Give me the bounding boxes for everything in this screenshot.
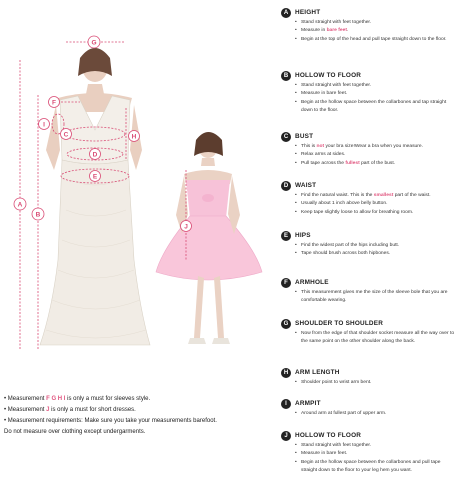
section-badge: J — [281, 431, 291, 441]
section-title: ARMHOLE — [295, 279, 329, 286]
section-bullets — [295, 330, 455, 347]
bullet: • Usually about 1 inch above belly button. — [295, 200, 455, 208]
bullet: • Begin at the top of the head and pull tape straight down to the floor. — [295, 36, 455, 44]
bullet: • Around arm at fullest part of upper arm. — [295, 410, 455, 418]
bullet: • Now from the edge of that shoulder socket measure all the way over to the same point on the other shoulder along the back. — [295, 330, 455, 347]
section-title: HEIGHT — [295, 9, 321, 16]
bullet: • Measure in bare feet. — [295, 27, 455, 35]
section-title: SHOULDER TO SHOULDER — [295, 320, 384, 327]
short-dress-figure — [156, 132, 262, 344]
guide-label-i: I — [43, 121, 45, 129]
section-badge: A — [281, 8, 291, 18]
bullet: • Stand straight with feet together. — [295, 82, 455, 90]
section-bullets — [295, 289, 455, 306]
section-badge: I — [281, 399, 291, 409]
bullet: • This is not your bra size!Wear a bra when you measure. — [295, 143, 455, 151]
bullet: • Begin at the hollow space between the collarbones and pull tape straight down to the floor to your leg hem you want. — [295, 459, 455, 476]
bullet: • Relax arms at sides. — [295, 151, 455, 159]
guide-label-a: A — [17, 201, 23, 209]
section-bullets — [295, 442, 455, 476]
bullet: • Tape should brush across both hipbones. — [295, 250, 455, 258]
section-bullets — [295, 410, 455, 418]
note-undergarments: Do not measure over clothing except undergarments. — [4, 429, 146, 435]
section-badge: F — [281, 278, 291, 288]
section-bullets — [295, 379, 455, 387]
section-title: ARMPIT — [295, 400, 321, 407]
guide-label-h: H — [131, 133, 137, 141]
bullet: • Pull tape across the fullest part of the bust. — [295, 160, 455, 168]
section-title: HOLLOW TO FLOOR — [295, 432, 362, 439]
bullet: • This measurement gives me the size of the sleeve bole that you are comfortable wearing. — [295, 289, 455, 306]
section-title: HOLLOW TO FLOOR — [295, 72, 362, 79]
note-requirements: • Measurement requirements: Make sure you take your measurements barefoot. — [4, 418, 217, 424]
bullet: • Stand straight with feet together. — [295, 19, 455, 27]
section-badge: C — [281, 132, 291, 142]
bullet: • Measure in bare feet. — [295, 450, 455, 458]
section-badge: E — [281, 231, 291, 241]
bride-figure — [40, 48, 150, 345]
bullet: • Find the natural waist. This is the smallest part of the waist. — [295, 192, 455, 200]
section-bullets — [295, 143, 455, 168]
section-bullets — [295, 82, 455, 116]
section-bullets — [295, 19, 455, 44]
section-badge: G — [281, 319, 291, 329]
section-bullets — [295, 192, 455, 217]
bullet: • Stand straight with feet together. — [295, 442, 455, 450]
section-badge: H — [281, 368, 291, 378]
guide-label-j: J — [184, 223, 188, 231]
section-title: BUST — [295, 133, 314, 140]
section-title: ARM LENGTH — [295, 369, 340, 376]
measurement-figures — [0, 0, 278, 390]
note-sleeves: • Measurement F G H I is only a must for sleeves style. — [4, 396, 151, 402]
guide-label-d: D — [92, 151, 98, 159]
measurement-notes — [4, 394, 276, 438]
guide-label-e: E — [92, 173, 98, 181]
guide-label-g: G — [91, 39, 97, 47]
bullet: • Measure in bare feet. — [295, 90, 455, 98]
section-badge: B — [281, 71, 291, 81]
section-title: HIPS — [295, 232, 311, 239]
guide-label-f: F — [52, 99, 56, 107]
guide-label-b: B — [35, 211, 41, 219]
bullet: • Find the widest part of the hips including butt. — [295, 242, 455, 250]
measurement-illustration — [0, 0, 278, 390]
note-short-dress: • Measurement J is only a must for short dresses. — [4, 407, 136, 413]
bullet: • Keep tape slightly loose to allow for breathing room. — [295, 209, 455, 217]
bullet: • Begin at the hollow space between the collarbones and tap straight down to the floor. — [295, 99, 455, 116]
section-badge: D — [281, 181, 291, 191]
section-title: WAIST — [295, 182, 317, 189]
section-bullets — [295, 242, 455, 259]
bullet: • Shoulder point to wrist arm bent. — [295, 379, 455, 387]
guide-label-c: C — [63, 131, 69, 139]
